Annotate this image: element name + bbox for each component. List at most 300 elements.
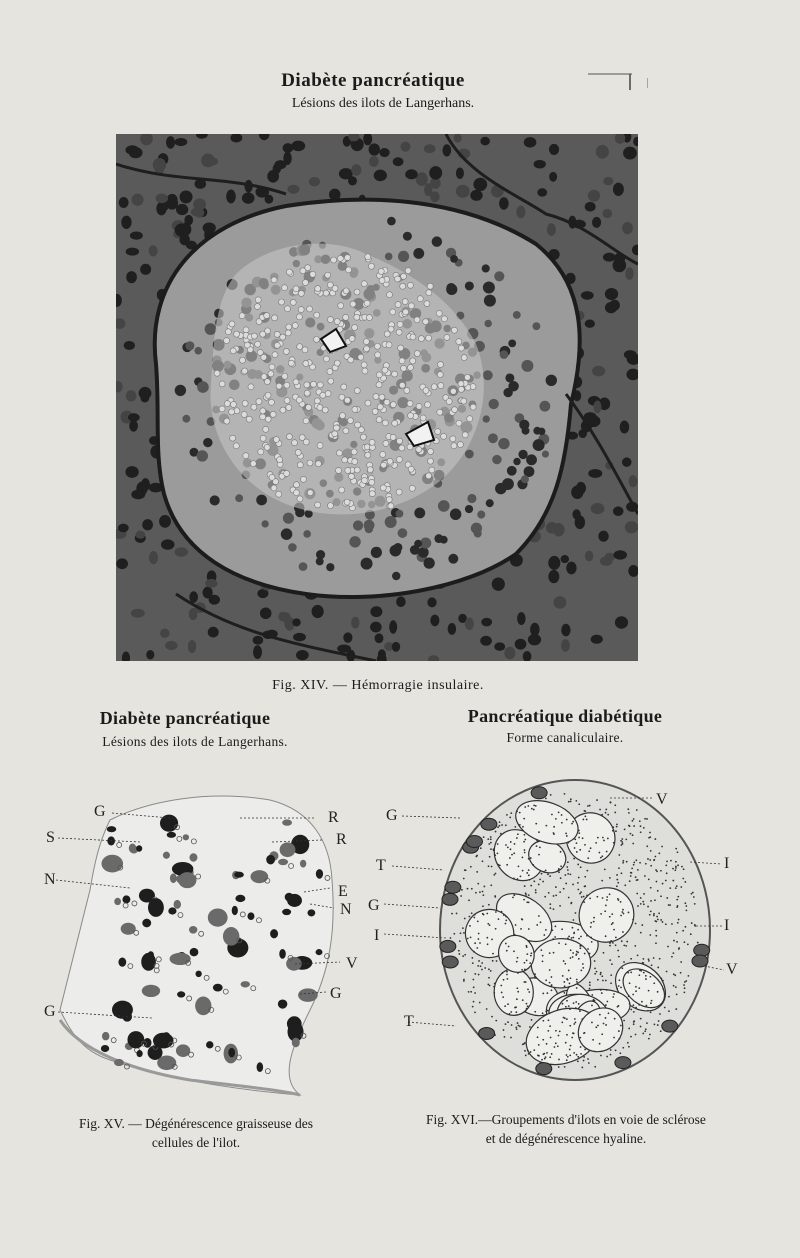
fig16-dot <box>542 1039 544 1041</box>
fig16-dot <box>622 931 624 933</box>
fig16-dot <box>621 872 623 874</box>
fig15-cell <box>174 900 181 909</box>
fig16-dot <box>509 1013 511 1015</box>
fig16-dot <box>507 1021 509 1023</box>
rbc <box>242 400 248 406</box>
fig16-dot <box>522 826 524 828</box>
fig16-dot <box>662 921 664 923</box>
islet-nucleus <box>546 375 557 386</box>
rbc <box>363 339 369 345</box>
fig16-dot <box>549 1056 551 1058</box>
nucleus <box>456 167 464 178</box>
rbc <box>397 321 403 327</box>
nucleus <box>205 579 217 588</box>
fig16-dot <box>478 933 480 935</box>
rbc <box>334 360 340 366</box>
nucleus <box>600 556 613 566</box>
rbc <box>379 277 385 283</box>
rbc <box>352 459 358 465</box>
nucleus <box>351 617 359 629</box>
fig16-dot <box>474 914 476 916</box>
fig16-dot <box>561 822 563 824</box>
fig16-dot <box>503 1029 505 1031</box>
nucleus <box>149 551 158 564</box>
fig16-dot <box>497 864 499 866</box>
fig16-dot <box>565 1006 567 1008</box>
rbc <box>264 313 270 319</box>
fig16-dot <box>509 817 511 819</box>
rbc <box>351 449 357 455</box>
rbc <box>461 398 467 404</box>
fig16-dot <box>616 885 618 887</box>
rbc <box>292 322 298 328</box>
fig16-dot <box>620 987 622 989</box>
fig16-dot <box>555 1042 557 1044</box>
nucleus <box>549 144 559 155</box>
fig16-dot <box>590 937 592 939</box>
fig16-dot <box>678 947 680 949</box>
fig16-dot <box>515 1026 517 1028</box>
rbc <box>258 449 264 455</box>
fig16-dot <box>573 1023 575 1025</box>
nucleus <box>142 519 153 530</box>
fig16-dot <box>613 1037 615 1039</box>
fig16-dot <box>575 1007 577 1009</box>
nucleus <box>379 148 389 157</box>
fig16-dot <box>572 927 574 929</box>
fig16-dot <box>517 991 519 993</box>
fig16-dot <box>472 1006 474 1008</box>
rbc <box>441 433 447 439</box>
rbc <box>317 442 323 448</box>
fig16-dot <box>577 889 579 891</box>
fig16-dot <box>578 958 580 960</box>
rbc <box>320 392 326 398</box>
fig16-dot <box>649 934 651 936</box>
fig16-dot <box>563 992 565 994</box>
rbc <box>376 417 382 423</box>
fig15-cell <box>147 951 154 959</box>
fig16-dot <box>564 1066 566 1068</box>
fig15-cell <box>235 895 245 902</box>
fig16-dot <box>642 962 644 964</box>
fig16-dot <box>606 899 608 901</box>
fig16-dot <box>613 842 615 844</box>
fig16-dot <box>549 952 551 954</box>
rbc <box>339 487 345 493</box>
fig16-dot <box>630 833 632 835</box>
nucleus <box>184 215 193 226</box>
nucleus <box>282 612 291 623</box>
fig15-cell <box>189 853 197 862</box>
fig16-dot <box>477 883 479 885</box>
rbc <box>297 496 303 502</box>
nucleus <box>292 618 300 626</box>
fig16-dot <box>577 1056 579 1058</box>
fig16-dot <box>526 872 528 874</box>
fig16-dot <box>484 967 486 969</box>
fig16-dot <box>555 1030 557 1032</box>
rbc <box>435 429 441 435</box>
fig16-dot <box>612 826 614 828</box>
fig16-dot <box>550 907 552 909</box>
rbc <box>323 290 329 296</box>
fig16-dot <box>543 871 545 873</box>
fig15-cell <box>206 1041 213 1048</box>
nucleus <box>591 635 603 644</box>
fig15-label-n1: N <box>44 871 56 888</box>
rbc <box>444 334 450 340</box>
fig16-dot <box>677 851 679 853</box>
rbc <box>225 329 231 335</box>
fig16-dot <box>524 839 526 841</box>
fig16-dot <box>620 840 622 842</box>
fig16-dot <box>602 980 604 982</box>
nucleus <box>602 209 612 218</box>
fig16-dot <box>539 878 541 880</box>
rbc <box>470 404 476 410</box>
fig16-dot <box>461 889 463 891</box>
fig16-dot <box>550 794 552 796</box>
rbc <box>379 394 385 400</box>
fig16-dot <box>657 919 659 921</box>
fig16-dot <box>628 995 630 997</box>
fig16-dot <box>675 861 677 863</box>
fig16-dot <box>522 1043 524 1045</box>
fig16-dot <box>516 837 518 839</box>
fig16-dot <box>584 1032 586 1034</box>
fig16-dot <box>471 912 473 914</box>
fig16-dot <box>653 982 655 984</box>
fig16-dot <box>524 1050 526 1052</box>
fig16-dot <box>614 812 616 814</box>
fig16-dot <box>658 1020 660 1022</box>
rbc <box>378 268 384 274</box>
nucleus <box>166 136 175 149</box>
nucleus <box>119 197 129 208</box>
islet-nucleus <box>440 536 448 544</box>
rbc <box>368 263 374 269</box>
fig16-dot <box>625 838 627 840</box>
fig16-dot <box>589 988 591 990</box>
fig16-dot <box>577 929 579 931</box>
rbc <box>264 379 270 385</box>
islet-nucleus <box>182 415 190 423</box>
fig16-dot <box>685 980 687 982</box>
rbc <box>354 289 360 295</box>
fig16-dot <box>480 965 482 967</box>
rbc <box>282 373 288 379</box>
rbc <box>381 462 387 468</box>
fig16-dot <box>630 875 632 877</box>
fig16-dot <box>577 882 579 884</box>
fig16-dot <box>654 899 656 901</box>
fig16-dot <box>637 905 639 907</box>
fig15-cell <box>114 898 121 905</box>
fig16-dot <box>631 867 633 869</box>
islet-nucleus <box>396 510 404 518</box>
fig16-dot <box>609 942 611 944</box>
fig16-dot <box>471 888 473 890</box>
fig16-dot <box>568 1005 570 1007</box>
rbc <box>310 271 316 277</box>
fig16-dot <box>531 1019 533 1021</box>
islet-nucleus <box>526 454 537 465</box>
fig16-dot <box>472 979 474 981</box>
figure-16-caption-line1: Fig. XVI.—Groupements d'ilots en voie de sclérose <box>426 1112 706 1127</box>
fig16-dot <box>495 873 497 875</box>
rbc <box>446 398 452 404</box>
fig16-dot <box>486 913 488 915</box>
fig16-dot <box>490 836 492 838</box>
fig16-dot <box>684 881 686 883</box>
nucleus <box>351 164 361 176</box>
rbc <box>307 490 313 496</box>
nucleus <box>374 170 387 182</box>
fig16-dot <box>568 970 570 972</box>
fig16-dot <box>603 952 605 954</box>
fig15-cell <box>278 859 288 865</box>
islet-nucleus <box>210 495 220 505</box>
islet-nucleus <box>385 253 393 261</box>
fig16-dot <box>684 941 686 943</box>
fig16-dot <box>685 926 687 928</box>
fig16-dot <box>462 955 464 957</box>
fig16-dot <box>594 967 596 969</box>
fig16-dot <box>647 906 649 908</box>
fig16-dot <box>543 934 545 936</box>
fig16-dot <box>677 922 679 924</box>
fig16-dot <box>550 1037 552 1039</box>
fig16-dot <box>582 837 584 839</box>
fig16-dot <box>648 990 650 992</box>
fig16-dot <box>655 935 657 937</box>
rbc <box>300 476 306 482</box>
fig16-dot <box>553 908 555 910</box>
fig16-dot <box>607 814 609 816</box>
fig16-dot <box>526 1008 528 1010</box>
fig16-dot <box>558 1035 560 1037</box>
fig16-dot <box>563 888 565 890</box>
fig16-dot <box>613 993 615 995</box>
fig16-dot <box>559 891 561 893</box>
fig16-dot <box>594 1000 596 1002</box>
fig16-dot <box>493 986 495 988</box>
fig16-dot <box>564 793 566 795</box>
islet-nucleus <box>498 438 509 449</box>
fig16-dot <box>559 1030 561 1032</box>
fig16-dot <box>582 963 584 965</box>
fig16-dot <box>629 825 631 827</box>
nucleus <box>528 634 541 645</box>
islet-nucleus <box>539 401 550 412</box>
rbc <box>284 397 290 403</box>
fig15-label-g1: G <box>94 803 106 820</box>
fig16-dot <box>518 865 520 867</box>
nucleus <box>161 539 175 549</box>
rbc <box>354 314 360 320</box>
fig16-dot <box>590 847 592 849</box>
rbc <box>365 254 371 260</box>
rbc <box>302 279 308 285</box>
fig16-dot <box>606 896 608 898</box>
fig16-vessel <box>694 944 710 956</box>
rbc <box>436 310 442 316</box>
fig16-dot <box>537 1027 539 1029</box>
fig16-dot <box>562 1003 564 1005</box>
fig16-dot <box>564 963 566 965</box>
nucleus <box>396 596 405 607</box>
fig16-dot <box>616 988 618 990</box>
fig16-dot <box>589 897 591 899</box>
rbc <box>410 334 416 340</box>
fig16-dot <box>630 872 632 874</box>
fig16-dot <box>566 819 568 821</box>
fig16-dot <box>487 923 489 925</box>
rbc <box>296 314 302 320</box>
nucleus <box>129 420 138 432</box>
fig16-dot <box>617 1006 619 1008</box>
fig16-dot <box>574 847 576 849</box>
fig16-dot <box>621 940 623 942</box>
fig16-dot <box>586 870 588 872</box>
fig16-dot <box>534 1011 536 1013</box>
rbc <box>387 458 393 464</box>
islet-nucleus <box>410 545 420 555</box>
fig16-dot <box>577 952 579 954</box>
fig16-dot <box>580 969 582 971</box>
fig16-dot <box>495 831 497 833</box>
fig16-dot <box>659 958 661 960</box>
fig16-dot <box>549 969 551 971</box>
fig16-dot <box>599 1014 601 1016</box>
nucleus <box>620 420 630 433</box>
fig16-dot <box>616 826 618 828</box>
rbc <box>344 397 350 403</box>
fig16-dot <box>658 912 660 914</box>
fig16-dot <box>589 982 591 984</box>
rbc <box>298 290 304 296</box>
fig16-dot <box>492 953 494 955</box>
fig16-dot <box>650 887 652 889</box>
fig16-dot <box>605 1017 607 1019</box>
fig16-dot <box>650 850 652 852</box>
rbc <box>224 401 230 407</box>
fig15-label-v: V <box>346 955 358 972</box>
fig15-cell <box>228 1048 235 1058</box>
fig16-dot <box>603 1023 605 1025</box>
fig16-dot <box>668 1010 670 1012</box>
fig16-dot <box>567 937 569 939</box>
islet-nucleus <box>513 458 520 465</box>
fig16-dot <box>616 874 618 876</box>
fig16-dot <box>579 947 581 949</box>
fig16-dot <box>474 1011 476 1013</box>
fig16-dot <box>583 901 585 903</box>
fig16-dot <box>605 980 607 982</box>
islet-nucleus <box>542 451 549 458</box>
fig16-dot <box>511 854 513 856</box>
rbc <box>327 503 333 509</box>
fig16-dot <box>542 955 544 957</box>
fig16-dot <box>665 880 667 882</box>
fig16-dot <box>681 866 683 868</box>
rbc <box>390 309 396 315</box>
fig16-dot <box>597 979 599 981</box>
rbc <box>243 453 249 459</box>
fig16-dot <box>505 844 507 846</box>
rbc <box>438 383 444 389</box>
fig16-dot <box>473 917 475 919</box>
rbc <box>284 306 290 312</box>
fig16-dot <box>545 825 547 827</box>
fig16-dot <box>630 958 632 960</box>
fig16-dot <box>551 814 553 816</box>
fig16-dot <box>530 857 532 859</box>
rbc <box>337 255 343 261</box>
fig16-dot <box>489 924 491 926</box>
fig15-cell <box>282 819 292 825</box>
fig16-dot <box>521 857 523 859</box>
fig15-cell <box>257 1062 264 1072</box>
islet-nucleus <box>465 505 473 513</box>
fig16-dot <box>606 1001 608 1003</box>
fig16-dot <box>583 1056 585 1058</box>
fig16-dot <box>648 960 650 962</box>
fig16-dot <box>470 991 472 993</box>
nucleus <box>603 253 616 262</box>
nucleus <box>343 632 352 643</box>
nucleus <box>622 457 631 466</box>
rbc <box>250 461 256 467</box>
fig16-dot <box>536 845 538 847</box>
nucleus <box>546 522 558 534</box>
rbc <box>426 335 432 341</box>
rbc <box>384 399 390 405</box>
rbc <box>297 462 303 468</box>
fig16-dot <box>623 913 625 915</box>
nucleus <box>146 650 154 660</box>
fig16-dot <box>611 913 613 915</box>
fig16-dot <box>561 814 563 816</box>
fig16-dot <box>632 820 634 822</box>
fig16-dot <box>499 821 501 823</box>
fig16-dot <box>502 972 504 974</box>
fig16-dot <box>528 991 530 993</box>
nucleus <box>175 223 189 236</box>
fig16-dot <box>606 1056 608 1058</box>
fig16-dot <box>635 1034 637 1036</box>
fig16-dot <box>548 1012 550 1014</box>
nucleus <box>375 633 384 643</box>
fig15-cell <box>136 1050 142 1057</box>
fig16-dot <box>621 911 623 913</box>
rbc <box>265 416 271 422</box>
rbc <box>390 402 396 408</box>
fig16-label-t1: T <box>376 857 386 874</box>
rbc <box>298 307 304 313</box>
fig16-dot <box>565 1042 567 1044</box>
fig16-dot <box>624 828 626 830</box>
islet-nucleus <box>299 562 308 571</box>
fig16-dot <box>604 910 606 912</box>
fig16-dot <box>474 942 476 944</box>
islet-nucleus <box>353 520 363 530</box>
islet-nucleus <box>521 475 529 483</box>
nucleus <box>205 157 218 166</box>
fig16-dot <box>608 1012 610 1014</box>
rbc <box>295 449 301 455</box>
